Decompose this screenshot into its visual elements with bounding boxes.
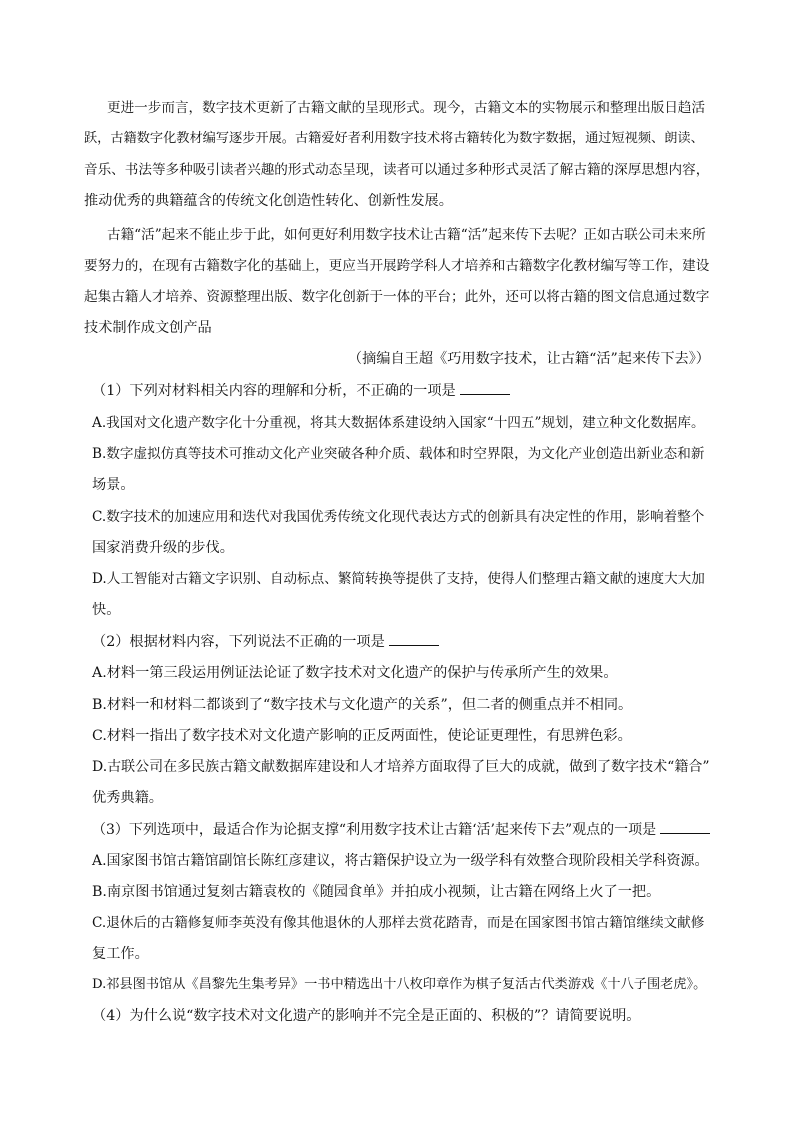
passage-line: 古籍“活”起来不能止步于此，如何更好利用数字技术让古籍“活”起来传下去呢？正如古联公司未来所 <box>107 227 706 243</box>
question-stem: （3）下列选项中，最适合作为论据支撑“利用数字技术让古籍‘活’起来传下去”观点的一项是 <box>92 820 710 840</box>
question-stem: （4）为什么说“数字技术对文化遗产的影响并不完全是正面的、积极的”？请简要说明。 <box>92 1008 641 1024</box>
passage-line: 技术制作成文创产品 <box>84 320 212 336</box>
option-line: C.材料一指出了数字技术对文化遗产影响的正反两面性，使论证更理性，有思辨色彩。 <box>92 728 632 744</box>
option-line: D.古联公司在多民族古籍文献数据库建设和人才培养方面取得了巨大的成就，做到了数字技术“籍合” <box>92 759 710 775</box>
option-line: 优秀典籍。 <box>92 790 163 806</box>
answer-blank[interactable] <box>389 632 439 646</box>
option-line: 国家消费升级的步伐。 <box>92 540 234 556</box>
question-stem: （1）下列对材料相关内容的理解和分析，不正确的一项是 <box>92 381 510 401</box>
option-line: B.材料一和材料二都谈到了“数字技术与文化遗产的关系”，但二者的侧重点并不相同。 <box>92 697 633 713</box>
passage-line: 推动优秀的典籍蕴含的传统文化创造性转化、创新性发展。 <box>84 193 453 209</box>
option-line: 场景。 <box>92 477 135 493</box>
option-line: A.我国对文化遗产数字化十分重视，将其大数据体系建设纳入国家“十四五”规划，建立种文化数据库。 <box>92 415 705 431</box>
answer-blank[interactable] <box>660 820 710 834</box>
option-line: D.人工智能对古籍文字识别、自动标点、繁简转换等提供了支持，使得人们整理古籍文献的速度大大加 <box>92 571 705 587</box>
source-attribution: （摘编自王超《巧用数字技术，让古籍“活”起来传下去》） <box>347 351 710 367</box>
passage-line: 起集古籍人才培养、资源整理出版、数字化创新于一体的平台；此外，还可以将古籍的图文信息通过数字 <box>84 289 710 305</box>
passage-line: 更进一步而言，数字技术更新了古籍文献的呈现形式。现今，古籍文本的实物展示和整理出版日趋活 <box>107 100 706 116</box>
option-line: 复工作。 <box>92 946 149 962</box>
option-line: C.退休后的古籍修复师李英没有像其他退休的人那样去赏花踏青，而是在国家图书馆古籍馆继续文献修 <box>92 915 705 931</box>
option-line: D.祁县图书馆从《昌黎先生集考异》一书中精选出十八枚印章作为棋子复活古代类游戏《十八子围老虎》。 <box>92 977 707 992</box>
option-line: B.数字虚拟仿真等技术可推动文化产业突破各种介质、载体和时空界限，为文化产业创造出新业态和新 <box>92 446 705 462</box>
option-line: 快。 <box>92 602 121 618</box>
option-line: A.国家图书馆古籍馆副馆长陈红彦建议，将古籍保护设立为一级学科有效整合现阶段相关学科资源。 <box>92 853 709 869</box>
question-stem: （2）根据材料内容，下列说法不正确的一项是 <box>92 632 439 652</box>
option-line: C.数字技术的加速应用和迭代对我国优秀传统文化现代表达方式的创新具有决定性的作用，影响着整个 <box>92 509 705 525</box>
answer-blank[interactable] <box>460 381 510 395</box>
option-line: A.材料一第三段运用例证法论证了数字技术对文化遗产的保护与传承所产生的效果。 <box>92 665 618 681</box>
passage-line: 要努力的，在现有古籍数字化的基础上，更应当开展跨学科人才培养和古籍数字化教材编写等工作，建设 <box>84 258 710 274</box>
passage-line: 跃，古籍数字化教材编写逐步开展。古籍爱好者利用数字技术将古籍转化为数字数据，通过短视频、朗读、 <box>84 131 704 146</box>
option-line: B.南京图书馆通过复刻古籍袁枚的《随园食单》并拍成小视频，让古籍在网络上火了一把。 <box>92 884 661 900</box>
passage-line: 音乐、书法等多种吸引读者兴趣的形式动态呈现，读者可以通过多种形式灵活了解古籍的深厚思想内容， <box>84 162 710 178</box>
